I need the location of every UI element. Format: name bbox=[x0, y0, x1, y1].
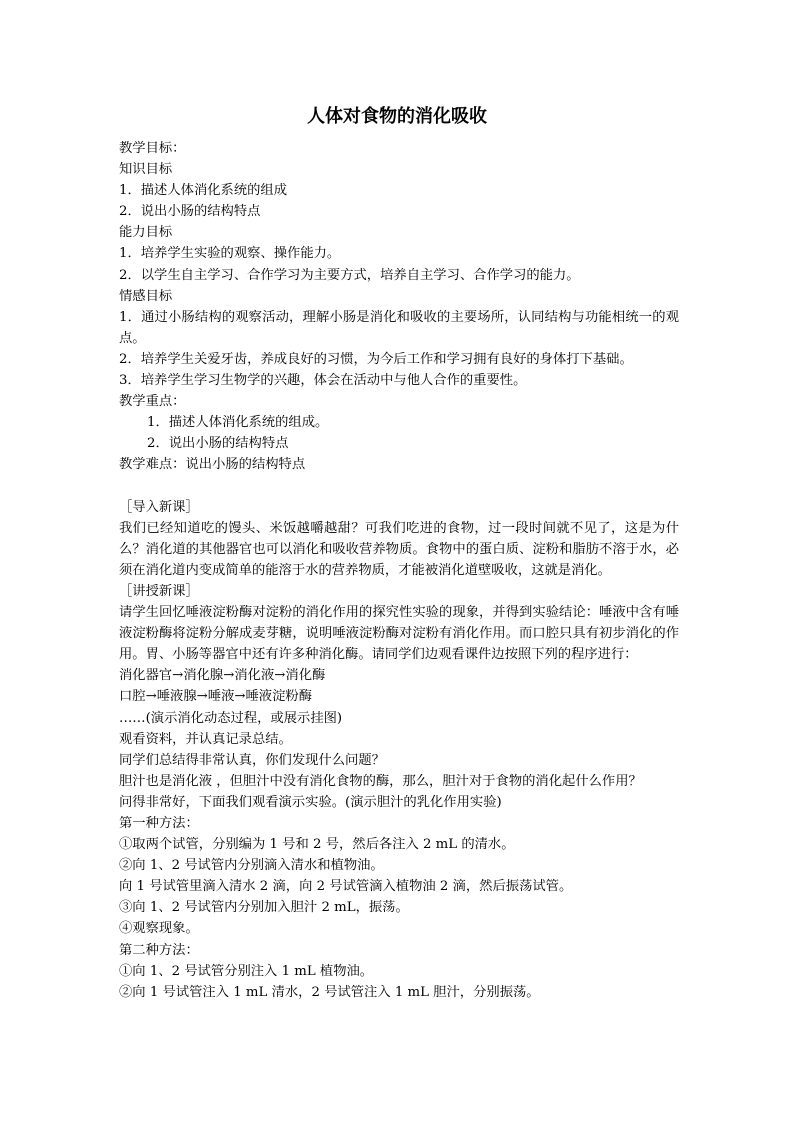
emotion-heading: 情感目标 bbox=[119, 288, 173, 304]
flow-organs: 消化器官→消化腺→消化液→消化酶 bbox=[119, 668, 326, 684]
key-point-item: 1．描述人体消化系统的组成。 bbox=[147, 415, 329, 431]
method2-step: ②向 1 号试管注入 1 mL 清水，2 号试管注入 1 mL 胆汁，分别振荡。 bbox=[119, 984, 540, 1000]
question-line: 同学们总结得非常认真，你们发现什么问题？ bbox=[119, 752, 385, 768]
difficulty-line: 教学难点：说出小肠的结构特点 bbox=[119, 457, 306, 473]
emotion-item: 3．培养学生学习生物学的兴趣，体会在活动中与他人合作的重要性。 bbox=[119, 373, 527, 389]
ability-heading: 能力目标 bbox=[119, 225, 173, 241]
key-point-item: 2．说出小肠的结构特点 bbox=[147, 436, 289, 452]
bile-answer-line: 问得非常好，下面我们观看演示实验。(演示胆汁的乳化作用实验) bbox=[119, 794, 502, 810]
ability-item: 1．培养学生实验的观察、操作能力。 bbox=[119, 246, 341, 262]
knowledge-item: 2．说出小肠的结构特点 bbox=[119, 204, 261, 220]
method2-heading: 第二种方法： bbox=[119, 942, 199, 958]
method1-step: ③向 1、2 号试管内分别加入胆汁 2 mL，振荡。 bbox=[119, 900, 409, 916]
objectives-heading: 教学目标： bbox=[119, 141, 186, 156]
method1-heading: 第一种方法： bbox=[119, 816, 199, 831]
emotion-item: 2．培养学生关爱牙齿，养成良好的习惯，为今后工作和学习拥有良好的身体打下基础。 bbox=[119, 351, 633, 367]
method1-step: ④观察现象。 bbox=[119, 921, 199, 937]
knowledge-item: 1．描述人体消化系统的组成 bbox=[119, 183, 288, 199]
blank-line bbox=[119, 476, 679, 497]
key-points-heading: 教学重点： bbox=[119, 394, 186, 410]
document-body bbox=[119, 138, 679, 1003]
ability-item: 2．以学生自主学习、合作学习为主要方式，培养自主学习、合作学习的能力。 bbox=[119, 267, 580, 283]
intro-paragraph: 我们已经知道吃的馒头、米饭越嚼越甜？可我们吃进的食物，过一段时间就不见了，这是为什么？消化道的其他器官也可以消化和吸收营养物质。食物中的蛋白质、淀粉和脂肪不溶于水，必须在消化道内变成简单的能溶于水的营养物质，才能被消化道壁吸收，这就是消化。 bbox=[119, 520, 679, 578]
flow-mouth: 口腔→唾液腺→唾液→唾液淀粉酶 bbox=[119, 689, 312, 705]
document-title: 人体对食物的消化吸收 bbox=[307, 106, 487, 127]
observe-line: 观看资料，并认真记录总结。 bbox=[119, 731, 292, 747]
method1-step: 向 1 号试管里滴入清水 2 滴，向 2 号试管滴入植物油 2 滴，然后振荡试管。 bbox=[119, 879, 573, 895]
method1-step: ②向 1、2 号试管内分别滴入清水和植物油。 bbox=[119, 858, 384, 874]
knowledge-heading: 知识目标 bbox=[119, 162, 173, 178]
bile-question-line: 胆汁也是消化液 ，但胆汁中没有消化食物的酶，那么，胆汁对于食物的消化起什么作用？ bbox=[119, 773, 642, 789]
intro-heading: ［导入新课］ bbox=[119, 499, 199, 515]
method1-step: ①取两个试管，分别编为 1 号和 2 号，然后各注入 2 mL 的清水。 bbox=[119, 837, 515, 853]
demo-note: ……(演示消化动态过程，或展示挂图) bbox=[119, 710, 343, 726]
emotion-item: 1．通过小肠结构的观察活动，理解小肠是消化和吸收的主要场所，认同结构与功能相统一的观点。 bbox=[119, 309, 679, 346]
lecture-paragraph: 请学生回忆唾液淀粉酶对淀粉的消化作用的探究性实验的现象，并得到实验结论：唾液中含有唾液淀粉酶将淀粉分解成麦芽糖，说明唾液淀粉酶对淀粉有消化作用。而口腔只具有初步消化的作用。胃、小肠等器官中还有许多种消化酶。请同学们边观看课件边按照下列的程序进行： bbox=[119, 605, 679, 663]
method2-step: ①向 1、2 号试管分别注入 1 mL 植物油。 bbox=[119, 963, 374, 979]
lecture-heading: ［讲授新课］ bbox=[119, 583, 199, 599]
